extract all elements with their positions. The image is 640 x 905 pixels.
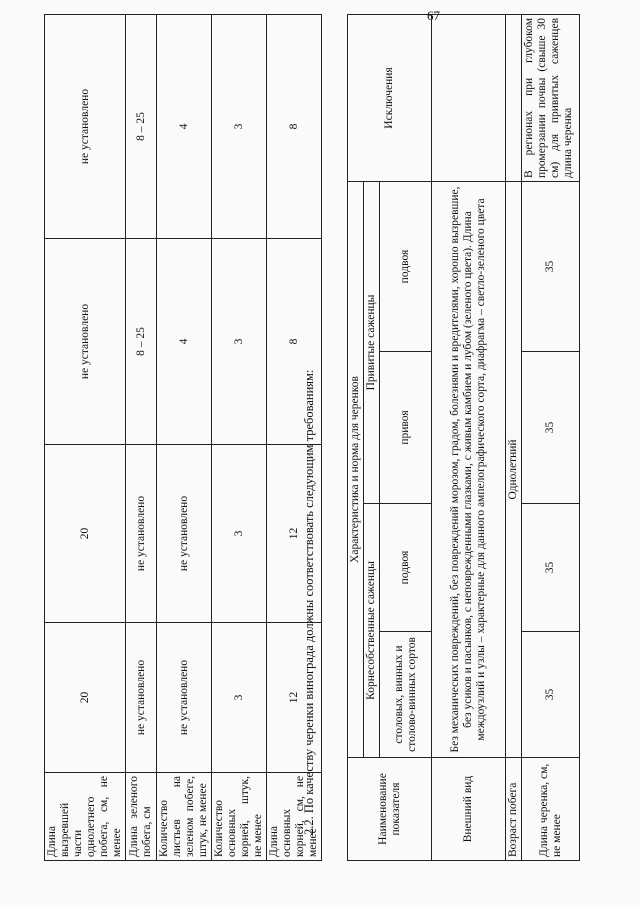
table-row [157, 15, 212, 861]
table-cell: 35 [522, 182, 580, 352]
table-row [212, 15, 267, 861]
table-cell: не установлено [126, 445, 157, 623]
row-label: Длина основных корней, см, не менее [267, 773, 322, 861]
table-cell: не установлено [45, 239, 126, 445]
table-row [45, 15, 126, 861]
row-label: Длина зеленого побега, см [126, 773, 157, 861]
table-cell: не установлено [126, 623, 157, 773]
table-row [126, 15, 157, 861]
table-cell: 8 [267, 239, 322, 445]
header-exceptions: Исключения [348, 15, 432, 182]
table-cell: 20 [45, 445, 126, 623]
row-label: Внешний вид [432, 758, 506, 861]
table-cell: Однолетний [506, 182, 522, 758]
header-grafted: Привитые саженцы [364, 182, 380, 504]
exception-text: В регионах при глубоком промерзании почвы (свыше 30 см) для привитых саженцев длина черенка [522, 15, 580, 182]
table-cell: 35 [522, 504, 580, 632]
header-own-rooted: Корнесобственные саженцы [364, 504, 380, 758]
table-cell: не установлено [157, 623, 212, 773]
header-group: Характеристика и норма для черенков [348, 182, 364, 758]
row-label: Возраст побега [506, 758, 522, 861]
table-cell: 12 [267, 445, 322, 623]
table-cell [432, 15, 506, 182]
header-table-wine: столовых, винных и столово-винных сортов [380, 632, 432, 758]
table-cell: 4 [157, 239, 212, 445]
table-cell: 20 [45, 623, 126, 773]
table-cell: 8 – 25 [126, 15, 157, 239]
row-label: Количество основных корней, штук, не менее [212, 773, 267, 861]
table-cell: не установлено [157, 445, 212, 623]
row-label: Длина вызревшей части однолетнего побега, см, не менее [45, 773, 126, 861]
section-intro: 2.2. По качеству черенки винограда должны соответствовать следующим требованиям: [302, 369, 316, 835]
table-row [432, 15, 506, 861]
cutting-requirements-table [347, 14, 580, 861]
header-scion: привоя [380, 352, 432, 504]
table-row [506, 15, 522, 861]
header-row [348, 15, 364, 861]
table-cell: 3 [212, 623, 267, 773]
row-label: Длина черенка, см, не менее [522, 758, 580, 861]
table-cell: 3 [212, 239, 267, 445]
table-cell: 3 [212, 15, 267, 239]
table-cell: 3 [212, 445, 267, 623]
header-rootstock: подвоя [380, 504, 432, 632]
header-name: Наименование показателя [348, 758, 432, 861]
header-rootstock: подвоя [380, 182, 432, 352]
row-label: Количество листьев на зеленом побеге, штук, не менее [157, 773, 212, 861]
table-cell: 12 [267, 623, 322, 773]
table-cell: не установлено [45, 15, 126, 239]
appearance-text: Без механических повреждений, без повреждений морозом, градом, болезнями и вредителями, хорошо вызревшие, без усиков и пасынков, с неповрежденными глазками, с живым камбием и лубом (зеленого цвета). Длина междоузлий и узлы – характерные для данного ампелографического сорта, диафрагма – светло-зеленого цвета [432, 182, 506, 758]
table-cell: 35 [522, 632, 580, 758]
table-cell: 8 [267, 15, 322, 239]
requirements-table-continued [44, 14, 322, 861]
page-number: 67 [427, 8, 440, 23]
table-cell [506, 15, 522, 182]
table-cell: 8 – 25 [126, 239, 157, 445]
table-cell: 4 [157, 15, 212, 239]
table-row [522, 15, 580, 861]
table-cell: 35 [522, 352, 580, 504]
